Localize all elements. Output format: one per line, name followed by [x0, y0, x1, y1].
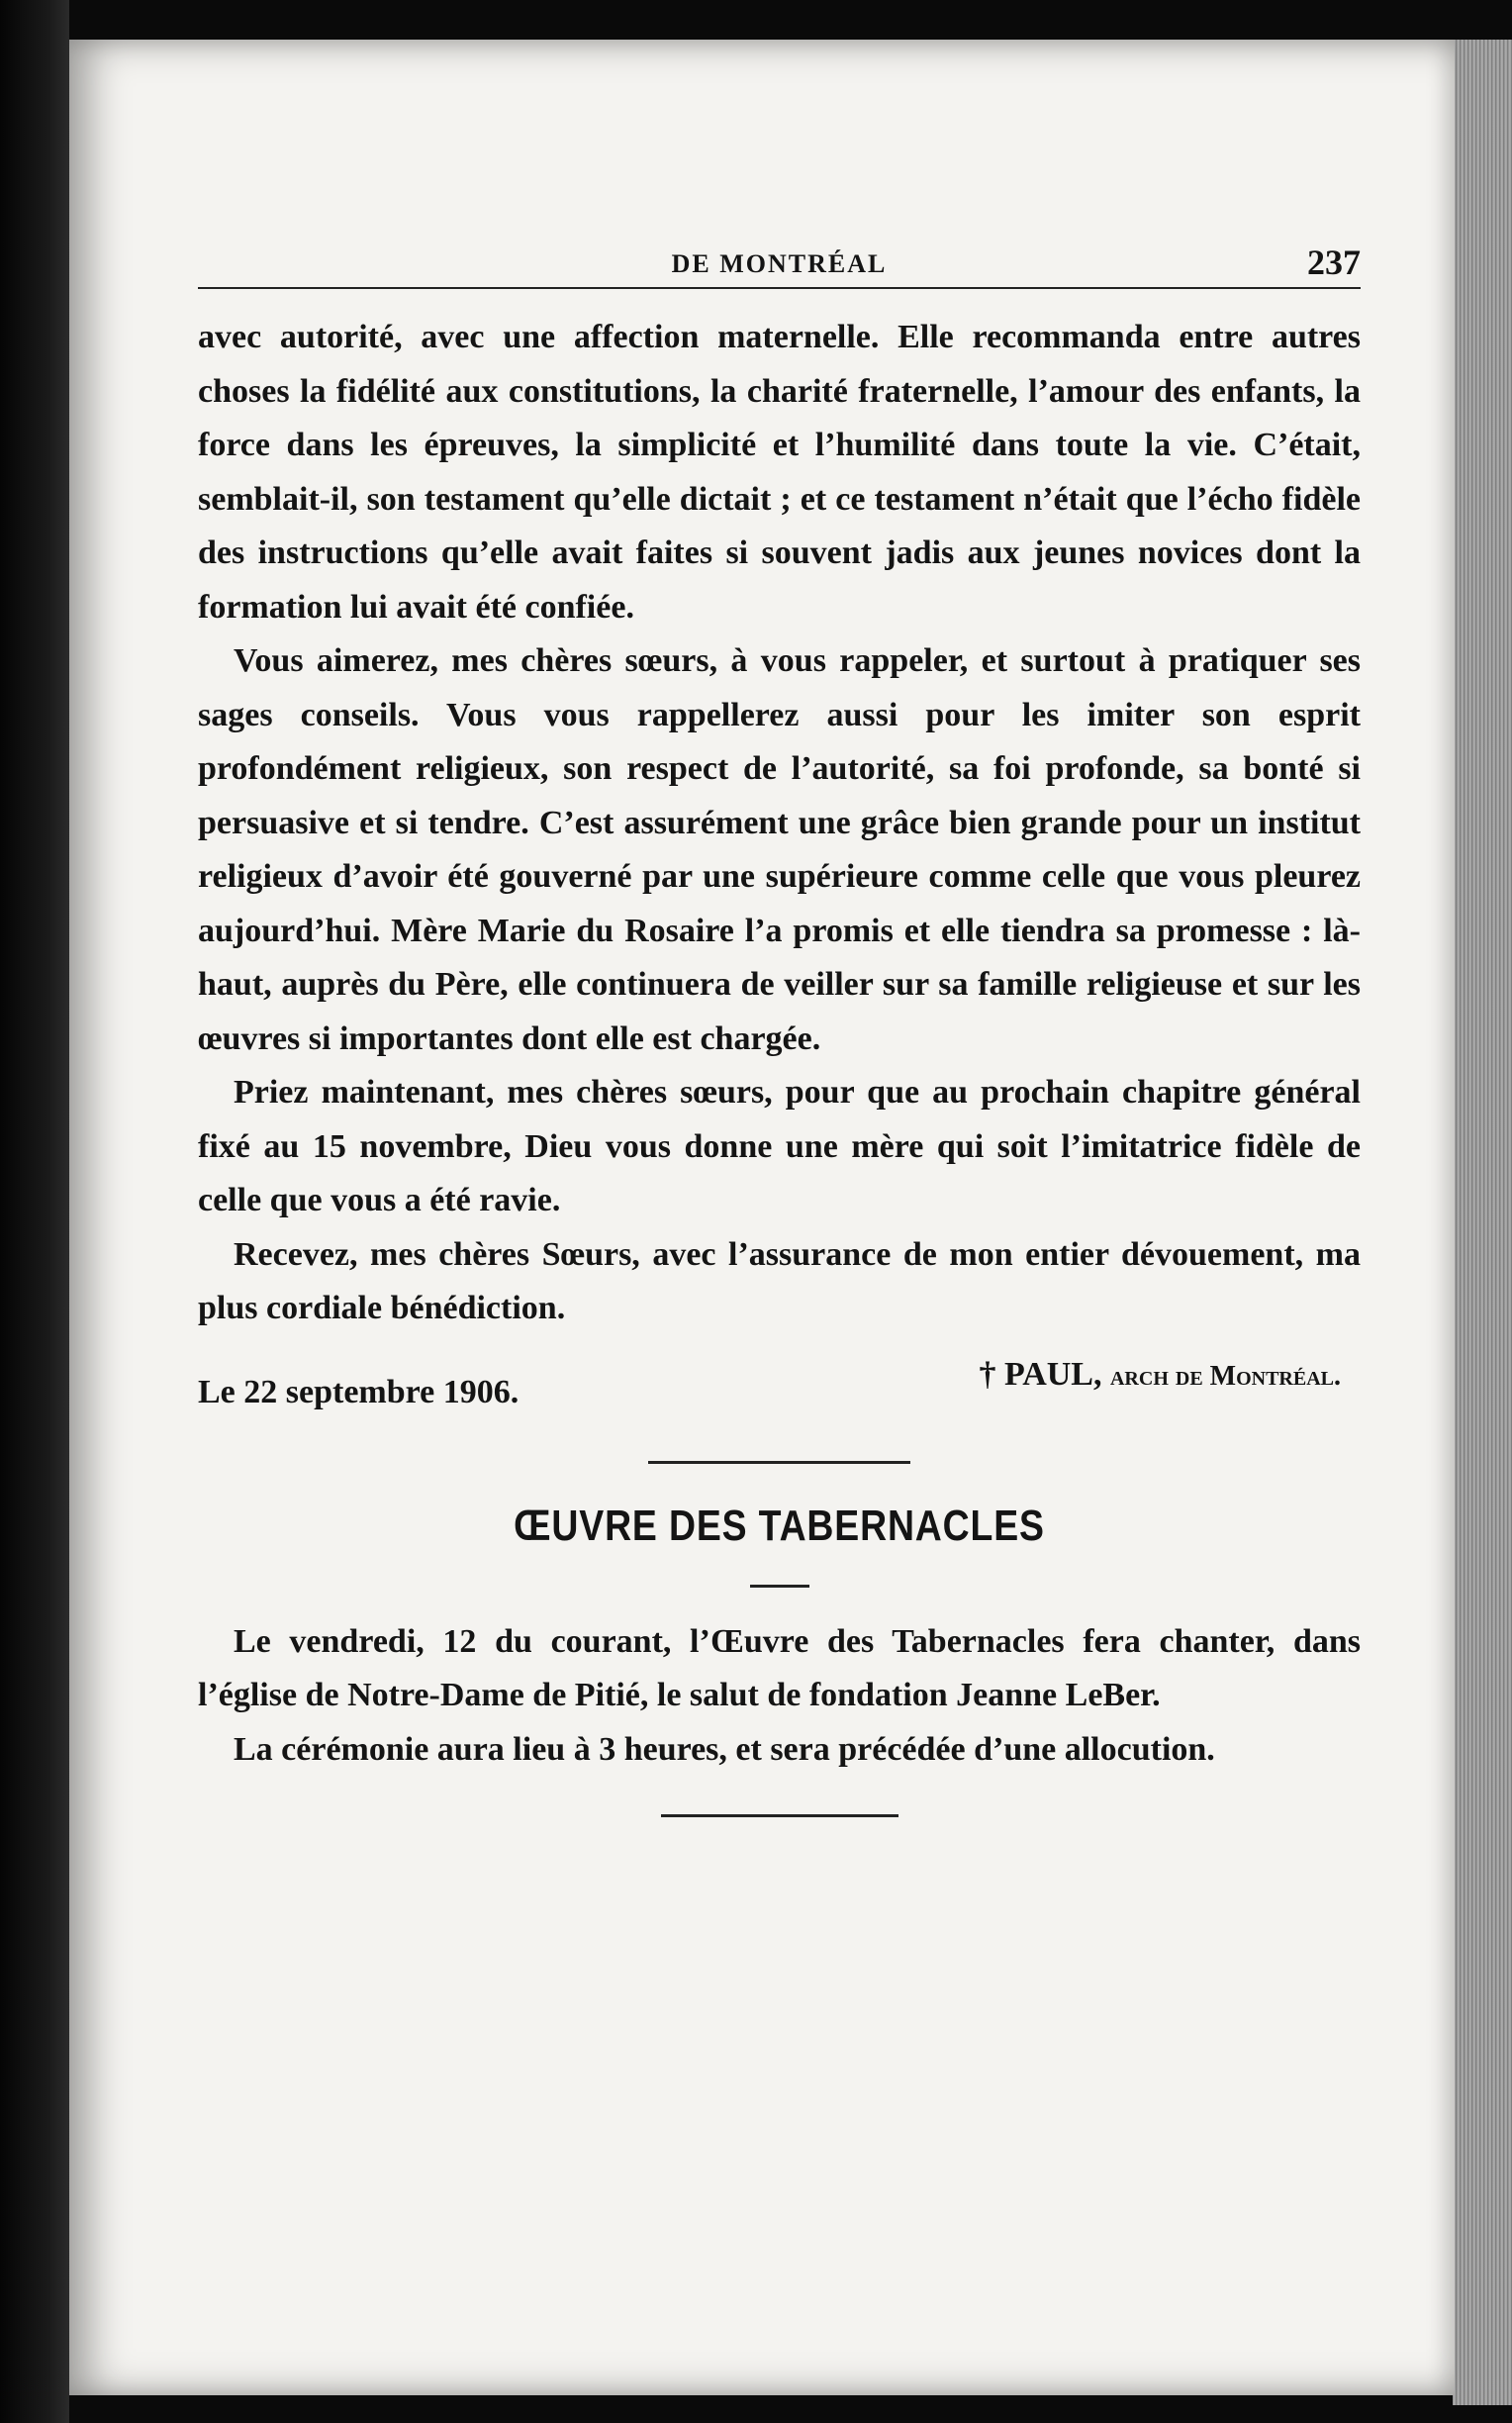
page-number: 237: [1307, 242, 1361, 282]
section-divider: [648, 1461, 910, 1464]
letter-paragraph: Recevez, mes chères Sœurs, avec l’assurance de mon entier dévouement, ma plus cordiale bénédiction.: [198, 1235, 1361, 1326]
signature: [979, 1356, 1341, 1394]
end-divider: [661, 1814, 898, 1817]
letter-paragraph: Vous aimerez, mes chères sœurs, à vous rappeler, et surtout à pratiquer ses sages conseils. Vous vous rappellerez aussi pour les imiter son esprit profondément religieux, son respect de l’autorité, sa foi profonde, sa bonté si persuasive et si tendre. C’est assurément une grâce bien grande pour un institut religieux d’avoir été gouverné par une supérieure comme celle que vous pleurez aujourd’hui. Mère Marie du Rosaire l’a promis et elle tiendra sa promesse : là-haut, auprès du Père, elle continuera de veiller sur sa famille religieuse et sur les œuvres si importantes dont elle est chargée.: [198, 642, 1361, 1057]
section-paragraph: Le vendredi, 12 du courant, l’Œuvre des Tabernacles fera chanter, dans l’église de Notre-Dame de Pitié, le salut de fondation Jeanne LeBer.: [198, 1622, 1361, 1713]
running-header: [198, 228, 1361, 289]
signature-title: arch de Montréal.: [1109, 1360, 1341, 1392]
section-title: ŒUVRE DES TABERNACLES: [514, 1501, 1045, 1550]
letter-date: Le 22 septembre 1906.: [198, 1373, 520, 1410]
page-edges: [1453, 40, 1512, 2405]
letter-paragraph: Priez maintenant, mes chères sœurs, pour que au prochain chapitre général fixé au 15 novembre, Dieu vous donne une mère qui soit l’imitatrice fidèle de celle que vous a été ravie.: [198, 1074, 1361, 1218]
letter-paragraph: avec autorité, avec une affection maternelle. Elle recommanda entre autres choses la fidélité aux constitutions, la charité fraternelle, l’amour des enfants, la force dans les épreuves, la simplicité et l’humilité dans toute la vie. C’était, semblait-il, son testament qu’elle dictait ; et ce testament n’était que l’écho fidèle des instructions qu’elle avait faites si souvent jadis aux jeunes novices dont la formation lui avait été confiée.: [198, 319, 1361, 626]
signature-name: † PAUL,: [979, 1355, 1102, 1393]
page-content: [198, 228, 1361, 1817]
title-rule: [750, 1585, 809, 1588]
signature-block: [198, 1356, 1361, 1417]
book-page: [69, 40, 1455, 2395]
book-spine-shadow: [0, 0, 69, 2423]
running-title: DE MONTRÉAL: [671, 249, 888, 278]
section-paragraph: La cérémonie aura lieu à 3 heures, et sera précédée d’une allocution.: [234, 1730, 1215, 1768]
